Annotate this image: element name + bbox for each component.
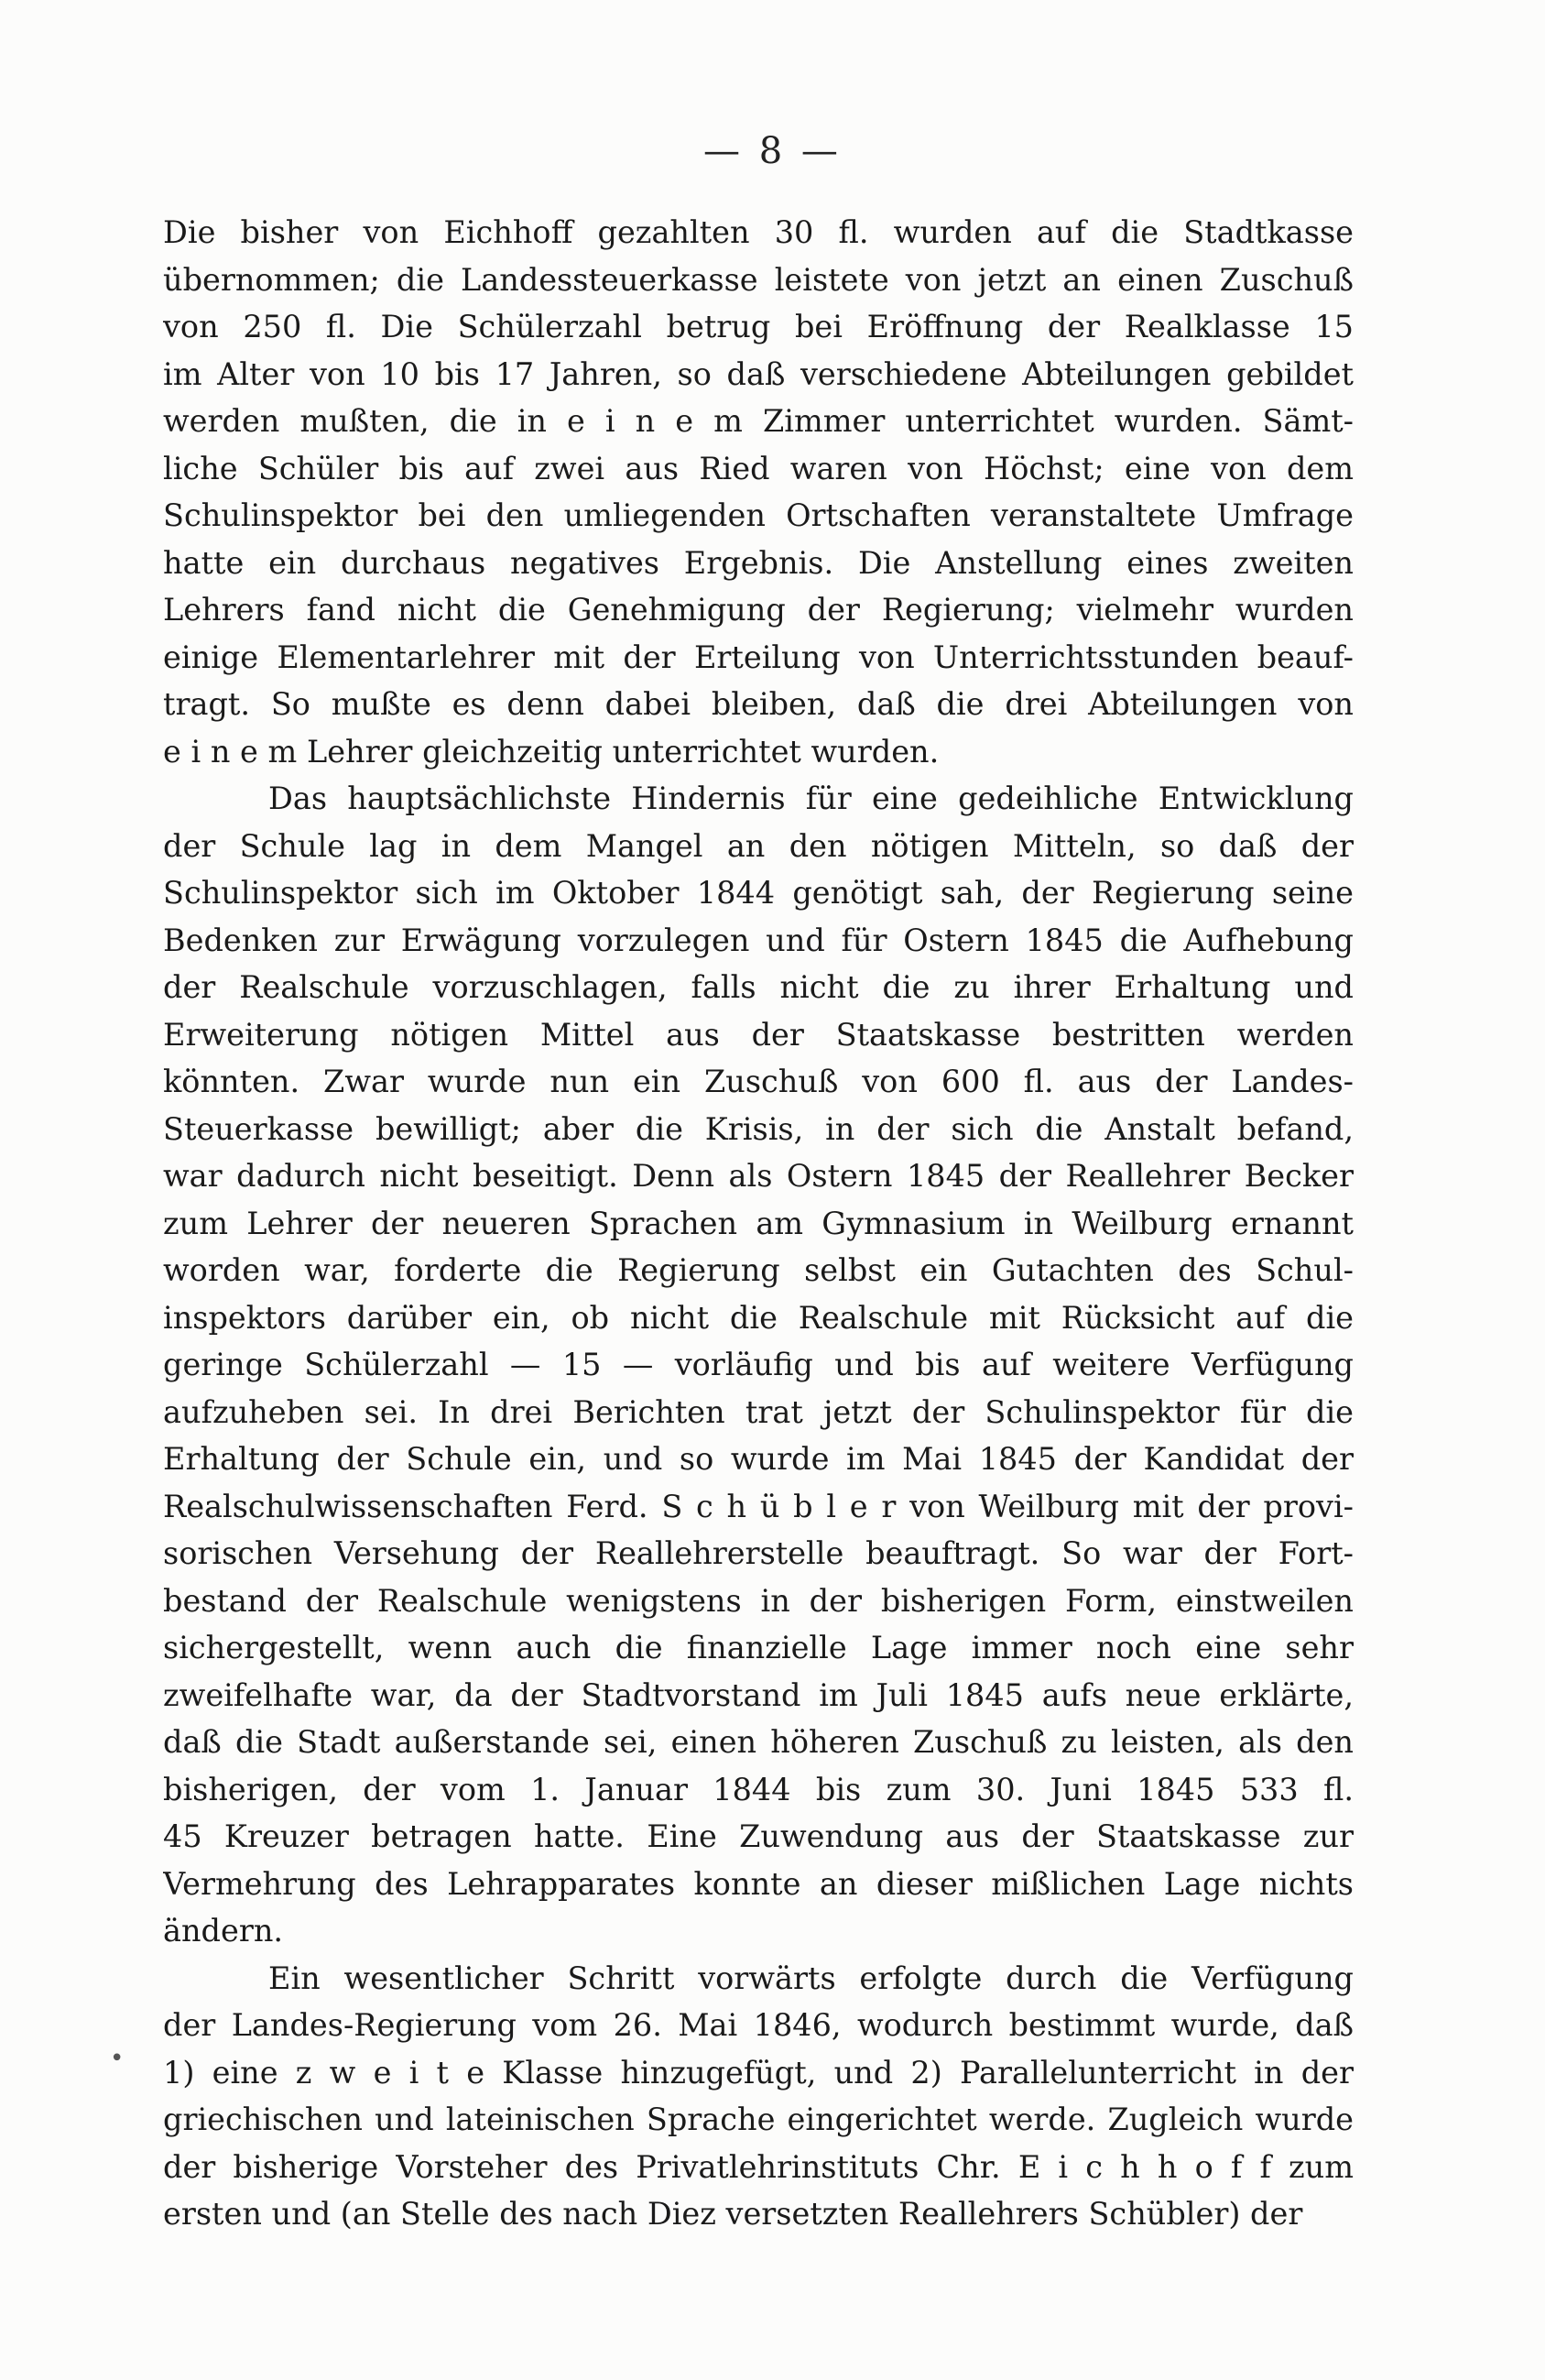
text-line: Vermehrung des Lehrapparates konnte an dieser mißlichen Lage nichts	[163, 1865, 1354, 1902]
text-line: worden war, forderte die Regierung selbst ein Gutachten des Schul-	[163, 1252, 1354, 1288]
text-line: werden mußten, die in e i n e m Zimmer unterrichtet wurden. Sämt-	[163, 403, 1354, 439]
text-line: Die bisher von Eichhoff gezahlten 30 fl. wurden auf die Stadtkasse	[163, 214, 1354, 250]
text-line: bisherigen, der vom 1. Januar 1844 bis zum 30. Juni 1845 533 fl.	[163, 1771, 1354, 1807]
text-line: liche Schüler bis auf zwei aus Ried waren von Höchst; eine von dem	[163, 450, 1354, 486]
text-line: sichergestellt, wenn auch die finanzielle Lage immer noch eine sehr	[163, 1630, 1354, 1665]
text-line: der Schule lag in dem Mangel an den nötigen Mitteln, so daß der	[163, 827, 1354, 864]
text-line: Erhaltung der Schule ein, und so wurde im Mai 1845 der Kandidat der	[163, 1441, 1354, 1477]
text-line: griechischen und lateinischen Sprache eingerichtet werde. Zugleich wurde	[163, 2102, 1354, 2137]
text-line: 45 Kreuzer betragen hatte. Eine Zuwendung aus der Staatskasse zur	[163, 1818, 1354, 1854]
text-line: im Alter von 10 bis 17 Jahren, so daß verschiedene Abteilungen gebildet	[163, 355, 1354, 392]
text-line: Erweiterung nötigen Mittel aus der Staatskasse bestritten werden	[163, 1016, 1354, 1053]
text-line: bestand der Realschule wenigstens in der bisherigen Form, einstweilen	[163, 1582, 1354, 1619]
text-line: der Realschule vorzuschlagen, falls nicht die zu ihrer Erhaltung und	[163, 969, 1354, 1005]
text-line: geringe Schülerzahl — 15 — vorläufig und bis auf weitere Verfügung	[163, 1347, 1354, 1382]
text-line: der bisherige Vorsteher des Privatlehrinstituts Chr. E i c h h o f f zum	[163, 2148, 1354, 2185]
text-line: Bedenken zur Erwägung vorzulegen und für Ostern 1845 die Aufhebung	[163, 922, 1354, 958]
text-line: ersten und (an Stelle des nach Diez versetzten Reallehrers Schübler) der	[163, 2196, 1303, 2232]
text-line: hatte ein durchaus negatives Ergebnis. Die Anstellung eines zweiten	[163, 544, 1354, 581]
text-line: Schulinspektor sich im Oktober 1844 genötigt sah, der Regierung seine	[163, 875, 1354, 911]
text-line: tragt. So mußte es denn dabei bleiben, daß die drei Abteilungen von	[163, 686, 1354, 722]
text-line: war dadurch nicht beseitigt. Denn als Ostern 1845 der Reallehrer Becker	[163, 1158, 1354, 1194]
paragraph	[163, 209, 1354, 775]
text-line: Schulinspektor bei den umliegenden Ortschaften veranstaltete Umfrage	[163, 497, 1354, 533]
text-line: aufzuheben sei. In drei Berichten trat jetzt der Schulinspektor für die	[163, 1393, 1354, 1430]
paragraph	[163, 775, 1354, 1955]
text-line: einige Elementarlehrer mit der Erteilung von Unterrichtsstunden beauf-	[163, 639, 1354, 675]
text-line: 1) eine z w e i t e Klasse hinzugefügt, und 2) Parallelunterricht in der	[163, 2054, 1354, 2091]
text-line: von 250 fl. Die Schülerzahl betrug bei Eröffnung der Realklasse 15	[163, 309, 1354, 344]
text-line: daß die Stadt außerstande sei, einen höheren Zuschuß zu leisten, als den	[163, 1724, 1354, 1760]
text-line: Realschulwissenschaften Ferd. S c h ü b l e r von Weilburg mit der provi-	[163, 1488, 1354, 1524]
text-line: Lehrers fand nicht die Genehmigung der Regierung; vielmehr wurden	[163, 592, 1354, 628]
text-line: Ein wesentlicher Schritt vorwärts erfolgte durch die Verfügung	[268, 1960, 1354, 1996]
text-line: zweifelhafte war, da der Stadtvorstand im Juli 1845 aufs neue erklärte,	[163, 1676, 1354, 1713]
text-line: könnten. Zwar wurde nun ein Zuschuß von 600 fl. aus der Landes-	[163, 1064, 1354, 1099]
text-line: der Landes-Regierung vom 26. Mai 1846, wodurch bestimmt wurde, daß	[163, 2007, 1354, 2043]
text-line: sorischen Versehung der Reallehrerstelle beauftragt. So war der Fort-	[163, 1535, 1354, 1571]
text-line: zum Lehrer der neueren Sprachen am Gymnasium in Weilburg ernannt	[163, 1205, 1354, 1241]
body-text	[163, 209, 1354, 2238]
margin-mark: •	[110, 2045, 125, 2072]
text-line: inspektors darüber ein, ob nicht die Realschule mit Rücksicht auf die	[163, 1299, 1354, 1336]
text-line: Steuerkasse bewilligt; aber die Krisis, in der sich die Anstalt befand,	[163, 1110, 1354, 1147]
text-line: ändern.	[163, 1913, 284, 1949]
text-line: e i n e m Lehrer gleichzeitig unterrichtet wurden.	[163, 733, 940, 770]
text-line: übernommen; die Landessteuerkasse leistete von jetzt an einen Zuschuß	[163, 261, 1354, 298]
paragraph	[163, 1955, 1354, 2238]
text-line: Das hauptsächlichste Hindernis für eine gedeihliche Entwicklung	[268, 781, 1354, 816]
page-number: — 8 —	[703, 130, 842, 172]
